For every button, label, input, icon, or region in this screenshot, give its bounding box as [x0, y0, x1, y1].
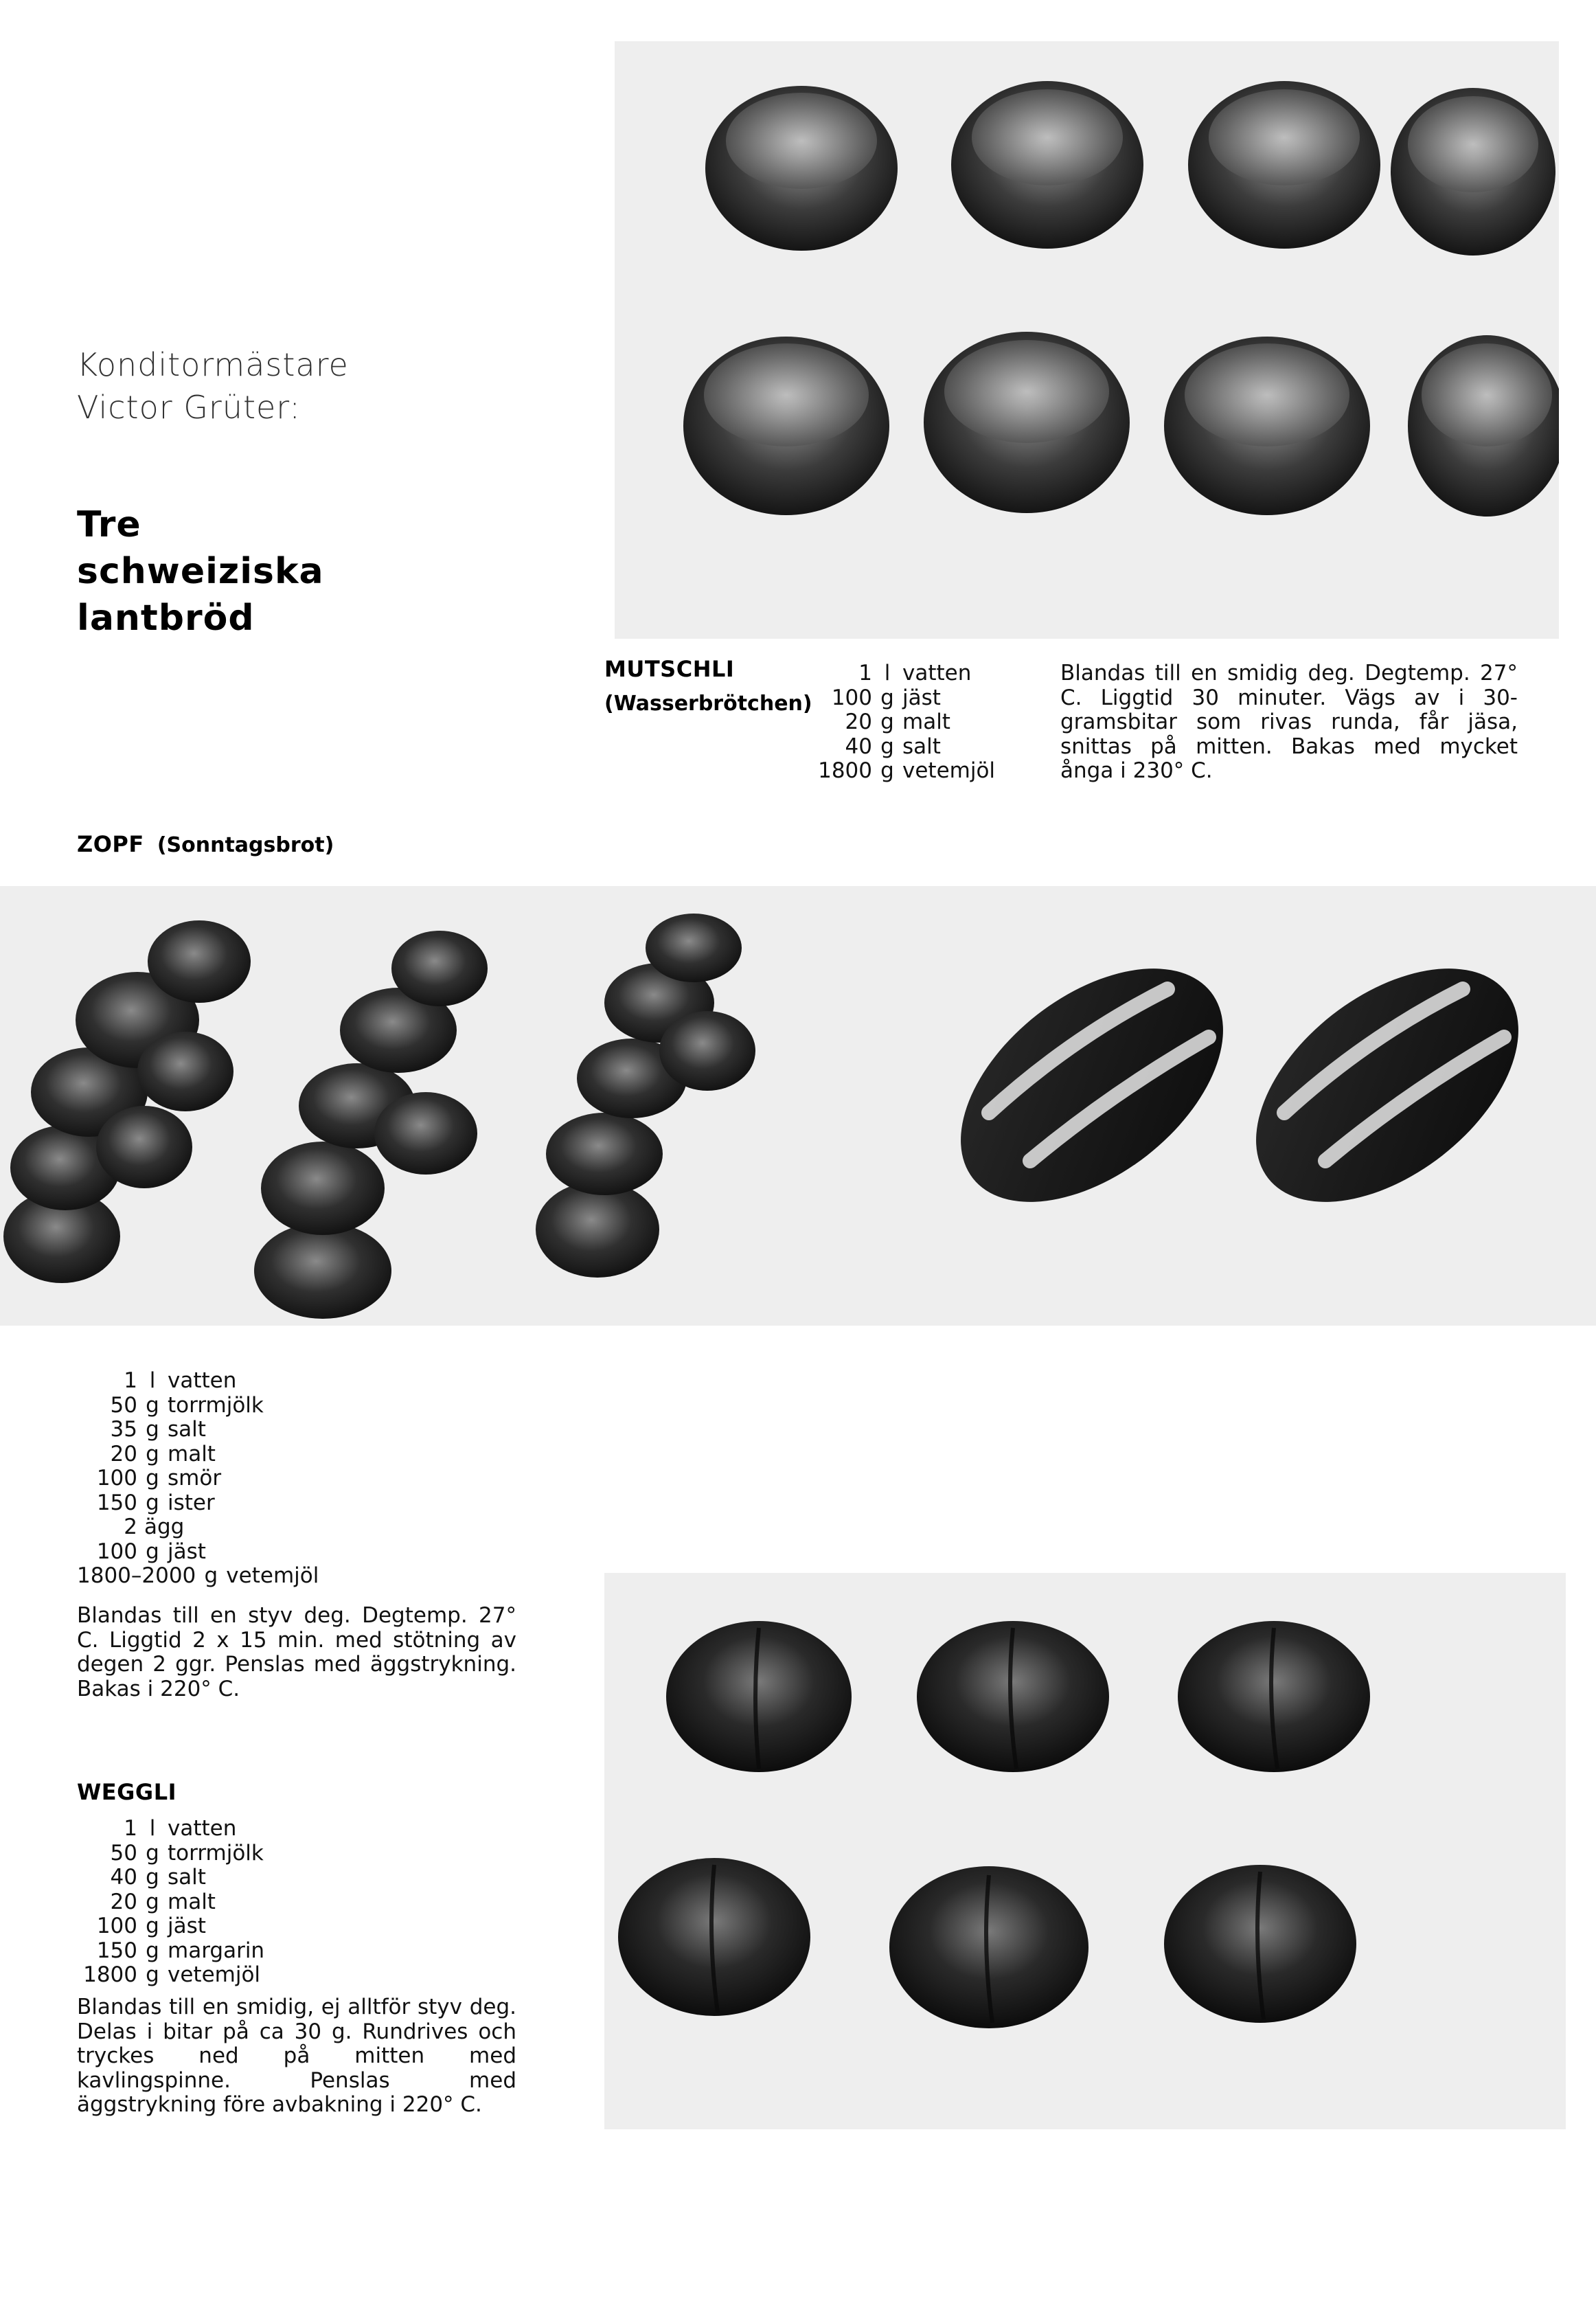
ingredient-row: 40 g salt — [845, 734, 941, 759]
author-credit — [77, 343, 349, 429]
author-line-1: Konditormästare — [77, 346, 349, 383]
mutschli-subtitle: (Wasserbrötchen) — [604, 692, 812, 716]
ingredient-row: 150 g ister — [96, 1490, 215, 1515]
title-line-3: lantbröd — [77, 598, 255, 639]
weggli-ingredients — [69, 1817, 264, 1988]
weggli-method: Blandas till en smidig, ej alltför styv deg. Delas i bitar på ca 30 g. Rundrives och tryckes ned på mitten med kavlingspinne. Penslas med äggstrykning före avbakning i 220° C. — [77, 1995, 516, 2117]
ingredient-row: 20 g malt — [110, 1889, 216, 1914]
zopf-heading-block — [77, 831, 334, 857]
ingredient-row: 100 g jäst — [96, 1914, 206, 1938]
zopf-ingredients — [69, 1369, 319, 1589]
photo-zopf-braids — [0, 886, 1596, 1326]
photo-mutschli-rolls — [615, 41, 1559, 639]
photo-weggli-rolls — [604, 1573, 1566, 2129]
ingredient-row: 100 g smör — [96, 1466, 222, 1490]
ingredient-row: 100 g jäst — [96, 1539, 206, 1564]
zopf-heading: ZOPF — [77, 831, 144, 857]
title-line-1: Tre — [77, 504, 141, 545]
ingredient-row: 1800 g vetemjöl — [83, 1962, 261, 1987]
zopf-method: Blandas till en styv deg. Degtemp. 27° C. Liggtid 2 x 15 min. med stötning av degen 2 ggr. Penslas med äggstrykning. Bakas i 220° C. — [77, 1603, 516, 1701]
article-title — [77, 501, 324, 642]
author-line-2: Victor Grüter: — [77, 389, 301, 426]
weggli-heading: WEGGLI — [77, 1779, 176, 1805]
ingredient-row: 40 g salt — [110, 1865, 206, 1890]
ingredient-row: 1 l vatten — [858, 661, 972, 685]
ingredient-row: 35 g salt — [110, 1417, 206, 1442]
ingredient-row: 1800 g vetemjöl — [818, 758, 996, 783]
mutschli-heading: MUTSCHLI — [604, 656, 735, 682]
ingredient-row: 150 g margarin — [96, 1938, 265, 1963]
ingredient-row: 1 l vatten — [124, 1816, 237, 1841]
ingredient-row: 50 g torrmjölk — [110, 1392, 264, 1418]
ingredient-row: 1 l vatten — [124, 1368, 237, 1393]
ingredient-row: 50 g torrmjölk — [110, 1840, 264, 1866]
mutschli-ingredients — [803, 661, 995, 784]
ingredient-row: 20 g malt — [110, 1441, 216, 1466]
ingredient-row: 1800–2000 g vetemjöl — [77, 1563, 319, 1588]
zopf-subtitle: (Sonntagsbrot) — [157, 833, 334, 857]
title-line-2: schweiziska — [77, 551, 324, 592]
ingredient-row: 20 g malt — [845, 710, 950, 734]
mutschli-method: Blandas till en smidig deg. Degtemp. 27° C. Liggtid 30 minuter. Vägs av i 30-gramsbitar som rivas runda, får jäsa, snittas på mitten. Bakas med mycket ånga i 230° C. — [1060, 661, 1518, 783]
mutschli-recipe — [604, 656, 1518, 786]
ingredient-row: 2 ägg — [124, 1515, 185, 1539]
ingredient-row: 100 g jäst — [831, 685, 941, 710]
